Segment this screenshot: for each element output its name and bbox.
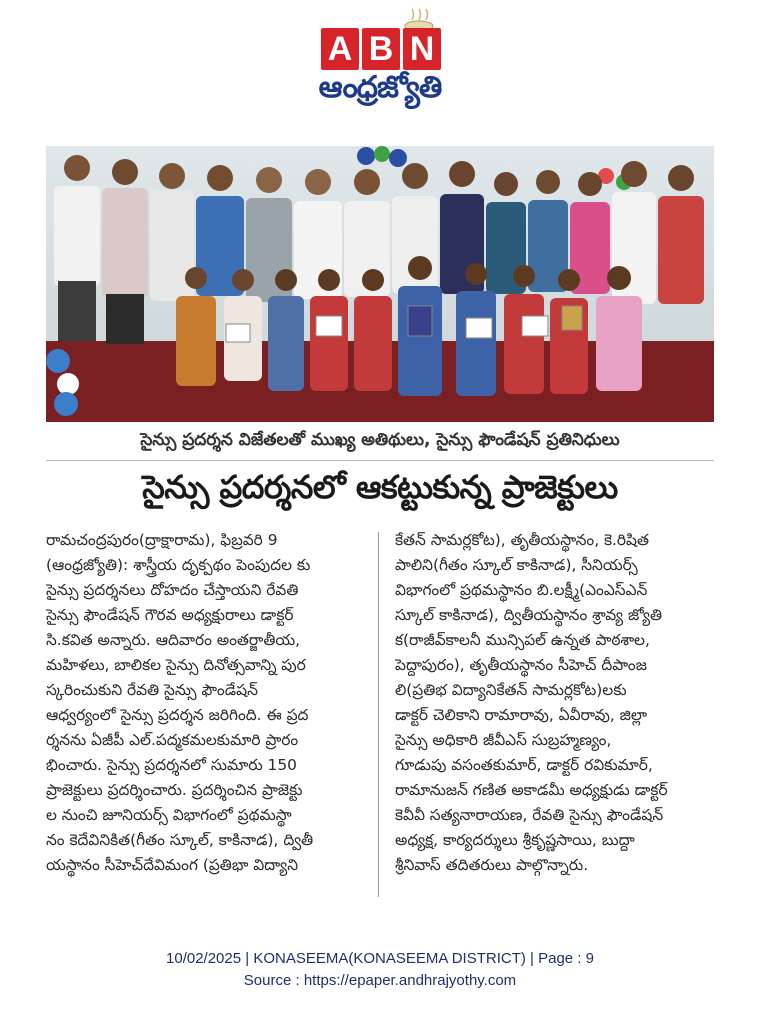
logo-letter-n: N <box>403 28 441 70</box>
article-line: సైన్సు ప్రదర్శనలు దోహదం చేస్తాయని రేవతి <box>46 581 299 599</box>
article-body <box>46 528 714 908</box>
footer-dateline: 10/02/2025 | KONASEEMA(KONASEEMA DISTRICT) | Page : 9 <box>166 950 594 967</box>
article-line: గూడుపు వసంతకుమార్, డాక్టర్ రవికుమార్, <box>395 756 653 774</box>
article-line: రామానుజన్ గణిత అకాడమీ అధ్యక్షుడు డాక్టర్ <box>395 781 668 799</box>
article-line: (ఆంధ్రజ్యోతి): శాస్త్రీయ దృక్పథం పెంపుదల కు <box>46 556 311 574</box>
article-line: నం కెదేవినికిత(గీతం స్కూల్, కాకినాడ), ద్వితీ <box>46 831 314 849</box>
article-line: క(రాజీవ్‌కాలనీ మున్సిపల్ ఉన్నత పాఠశాల, <box>395 631 650 649</box>
article-line: డాక్టర్ చెలికాని రామారావు, ఏవీరావు, జిల్లా <box>395 706 647 724</box>
article-line: అధ్యక్ష, కార్యదర్శులు శ్రీకృష్ణసాయి, బుద్దా <box>395 831 635 849</box>
article-line: స్కరించుకుని రేవతి సైన్సు ఫౌండేషన్ <box>46 681 258 699</box>
article-column-right <box>395 528 713 878</box>
article-line: ర్శనను ఏజీపీ ఎల్.పద్మకమలకుమారి ప్రారం <box>46 731 299 749</box>
article-line: రామచంద్రపురం(ద్రాక్షారామ), ఫిబ్రవరి 9 <box>46 531 278 549</box>
article-line: యస్థానం సీహెచ్‌దేవిమంగ (ప్రతిభా విద్యాని <box>46 856 299 874</box>
article-line: సైన్సు ఫౌండేషన్ గౌరవ అధ్యక్షురాలు డాక్టర్ <box>46 606 294 624</box>
article-line: శ్రీనివాస్ తదితరులు పాల్గొన్నారు. <box>395 856 589 874</box>
article-line: పెద్దాపురం), తృతీయస్థానం సీహెచ్ దీపాంజ <box>395 656 647 674</box>
logo-letter-b: B <box>362 28 400 70</box>
article-line: విభాగంలో ప్రథమస్థానం బి.లక్ష్మీ(ఎంఎస్ఎన్ <box>395 581 648 599</box>
article-line: సైన్సు అధికారి జీవీఎస్ సుబ్రహ్మణ్యం, <box>395 731 612 749</box>
article-column-left <box>46 528 364 878</box>
footer-source: Source : https://epaper.andhrajyothy.com <box>243 972 517 989</box>
abn-logo <box>321 28 441 74</box>
article-line: కెవీవీ సత్యనారాయణ, రేవతి సైన్సు ఫౌండేషన్ <box>395 806 664 824</box>
article-line: ప్రాజెక్టులు ప్రదర్శించారు. ప్రదర్శించిన ప్రాజెక్టు <box>46 781 303 799</box>
article-line: ఆధ్వర్యంలో సైన్సు ప్రదర్శన జరిగింది. ఈ ప్రద <box>46 706 309 724</box>
article-line: సి.కవిత అన్నారు. ఆదివారం అంతర్జాతీయ, <box>46 631 301 649</box>
article-line: ల నుంచి జూనియర్స్ విభాగంలో ప్రథమస్థా <box>46 806 292 824</box>
group-photo <box>46 146 714 422</box>
logo-letter-a: A <box>321 28 359 70</box>
brand-telugu-wordmark: ఆంధ్రజ్యోతి <box>318 70 442 105</box>
article-line: మహిళలు, బాలికల సైన్సు దినోత్సవాన్ని పుర <box>46 656 306 674</box>
masthead <box>0 8 760 108</box>
article-line: లి(ప్రతిభ విద్యానికేతన్ సామర్లకోట)లకు <box>395 681 627 699</box>
photo-caption: సైన్సు ప్రదర్శన విజేతలతో ముఖ్య అతిథులు, సైన్సు ఫౌండేషన్ ప్రతినిధులు <box>46 430 714 461</box>
article-line: భించారు. సైన్సు ప్రదర్శనలో సుమారు 150 <box>46 756 297 774</box>
article-line: కేతన్ సామర్లకోట), తృతీయస్థానం, కె.రిషిత <box>395 531 649 549</box>
column-divider <box>378 532 379 897</box>
page-footer <box>0 948 760 992</box>
article-headline: సైన్సు ప్రదర్శనలో ఆకట్టుకున్న ప్రాజెక్టులు <box>142 468 618 506</box>
article-line: స్కూల్ కాకినాడ), ద్వితీయస్థానం శ్రావ్య జ్యోతి <box>395 606 663 624</box>
article-line: పాలిని(గీతం స్కూల్ కాకినాడ), సీనియర్స్ <box>395 556 638 574</box>
